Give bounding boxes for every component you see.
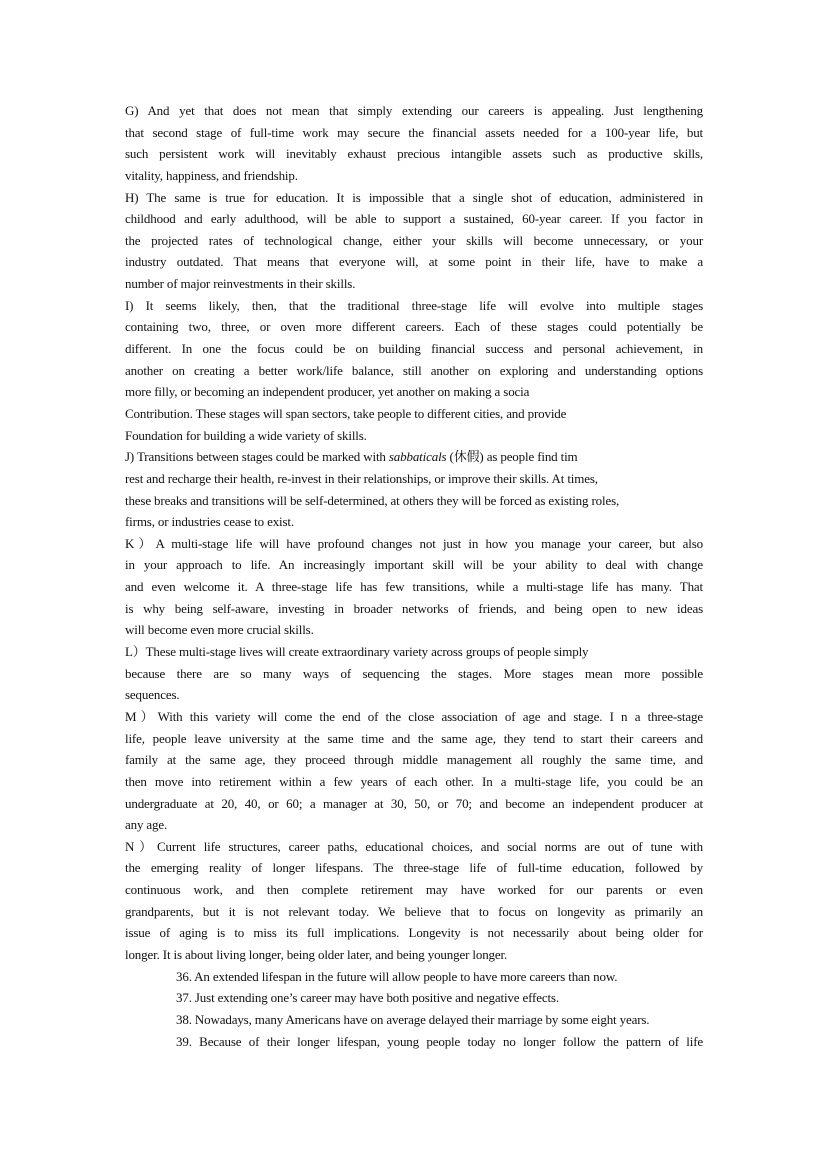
- text-line: N）Current life structures, career paths, educational choices, and social norms are out of tune with: [125, 838, 703, 854]
- text-line: industry outdated. That means that everyone will, at some point in their life, have to make a: [125, 254, 703, 270]
- text-span: (休假) as people find tim: [446, 449, 578, 465]
- text-line: childhood and early adulthood, will be able to support a sustained, 60-year career. If you factor in: [125, 211, 703, 227]
- text-line: these breaks and transitions will be self-determined, at others they will be forced as existing roles,: [125, 492, 620, 508]
- text-line: vitality, happiness, and friendship.: [125, 167, 298, 183]
- text-line: continuous work, and then complete retirement may have worked for our parents or even: [125, 882, 703, 898]
- text-line: H) The same is true for education. It is impossible that a single shot of education, administered in: [125, 189, 703, 205]
- text-line: grandparents, but it is not relevant today. We believe that to focus on longevity as primarily an: [125, 903, 703, 919]
- text-line: is why being self-aware, investing in broader networks of friends, and being open to new ideas: [125, 600, 703, 616]
- text-line: [125, 446, 703, 468]
- text-line: Contribution. These stages will span sectors, take people to different cities, and provide: [125, 405, 567, 421]
- text-line: Foundation for building a wide variety of skills.: [125, 427, 367, 443]
- text-line: because there are so many ways of sequencing the stages. More stages mean more possible: [125, 665, 703, 681]
- question-38: 38. Nowadays, many Americans have on average delayed their marriage by some eight years.: [176, 1011, 650, 1027]
- text-line: different. In one the focus could be on building financial success and personal achievement, in: [125, 341, 703, 357]
- text-line: issue of aging is to miss its full implications. Longevity is not necessarily about being older for: [125, 925, 703, 941]
- text-span: J) Transitions between stages could be marked with: [125, 449, 389, 465]
- paragraph-l: [125, 641, 703, 706]
- text-line: firms, or industries cease to exist.: [125, 514, 294, 530]
- text-line: more filly, or becoming an independent producer, yet another on making a socia: [125, 384, 530, 400]
- text-line: then move into retirement within a few years of each other. In a multi-stage life, you could be an: [125, 773, 703, 789]
- document-page: [125, 100, 703, 1052]
- text-line: longer. It is about living longer, being older later, and being younger longer.: [125, 946, 508, 962]
- paragraph-k: [125, 533, 703, 641]
- text-line: and even welcome it. A three-stage life has few transitions, while a multi-stage life has many. That: [125, 579, 703, 595]
- text-line: L）These multi-stage lives will create extraordinary variety across groups of people simply: [125, 644, 589, 660]
- text-line: sequences.: [125, 687, 180, 703]
- text-line: rest and recharge their health, re-invest in their relationships, or improve their skills. At times,: [125, 470, 598, 486]
- text-line: K）A multi-stage life will have profound changes not just in how you manage your career, but also: [125, 535, 703, 551]
- paragraph-i: [125, 295, 703, 446]
- text-line: family at the same age, they proceed through middle management all roughly the same time, and: [125, 752, 703, 768]
- question-36: 36. An extended lifespan in the future will allow people to have more careers than now.: [176, 968, 618, 984]
- text-line: the projected rates of technological change, either your skills will become unnecessary, or your: [125, 232, 703, 248]
- text-line: that second stage of full-time work may secure the financial assets needed for a 100-year life, but: [125, 124, 703, 140]
- paragraph-g: [125, 100, 703, 187]
- paragraph-m: [125, 706, 703, 836]
- text-line: I) It seems likely, then, that the traditional three-stage life will evolve into multiple stages: [125, 297, 703, 313]
- text-line: G) And yet that does not mean that simply extending our careers is appealing. Just lengthening: [125, 103, 703, 118]
- text-line: in your approach to life. An increasingly important skill will be your ability to deal with change: [125, 557, 703, 573]
- paragraph-n: [125, 836, 703, 966]
- text-line: any age.: [125, 817, 168, 833]
- question-37: 37. Just extending one’s career may have both positive and negative effects.: [176, 990, 559, 1006]
- text-line: number of major reinvestments in their skills.: [125, 276, 356, 292]
- text-line: undergraduate at 20, 40, or 60; a manager at 30, 50, or 70; and become an independent producer at: [125, 795, 703, 811]
- text-line: will become even more crucial skills.: [125, 622, 314, 638]
- text-line: containing two, three, or oven more different careers. Each of these stages could potentially be: [125, 319, 703, 335]
- question-list: [125, 966, 703, 1053]
- text-line: life, people leave university at the same time and the same age, they tend to start their careers and: [125, 730, 703, 746]
- paragraph-j: [125, 446, 703, 533]
- text-line: M）With this variety will come the end of the close association of age and stage. I n a three-stage: [125, 708, 703, 724]
- question-39: 39. Because of their longer lifespan, young people today no longer follow the pattern of life: [176, 1033, 703, 1049]
- text-line: another on creating a better work/life balance, still another on exploring and understanding options: [125, 362, 703, 378]
- italic-term: sabbaticals: [388, 449, 447, 465]
- paragraph-h: [125, 187, 703, 295]
- text-line: such persistent work will inevitably exhaust precious intangible assets such as productive skills,: [125, 146, 703, 162]
- text-line: the emerging reality of longer lifespans. The three-stage life of full-time education, followed by: [125, 860, 703, 876]
